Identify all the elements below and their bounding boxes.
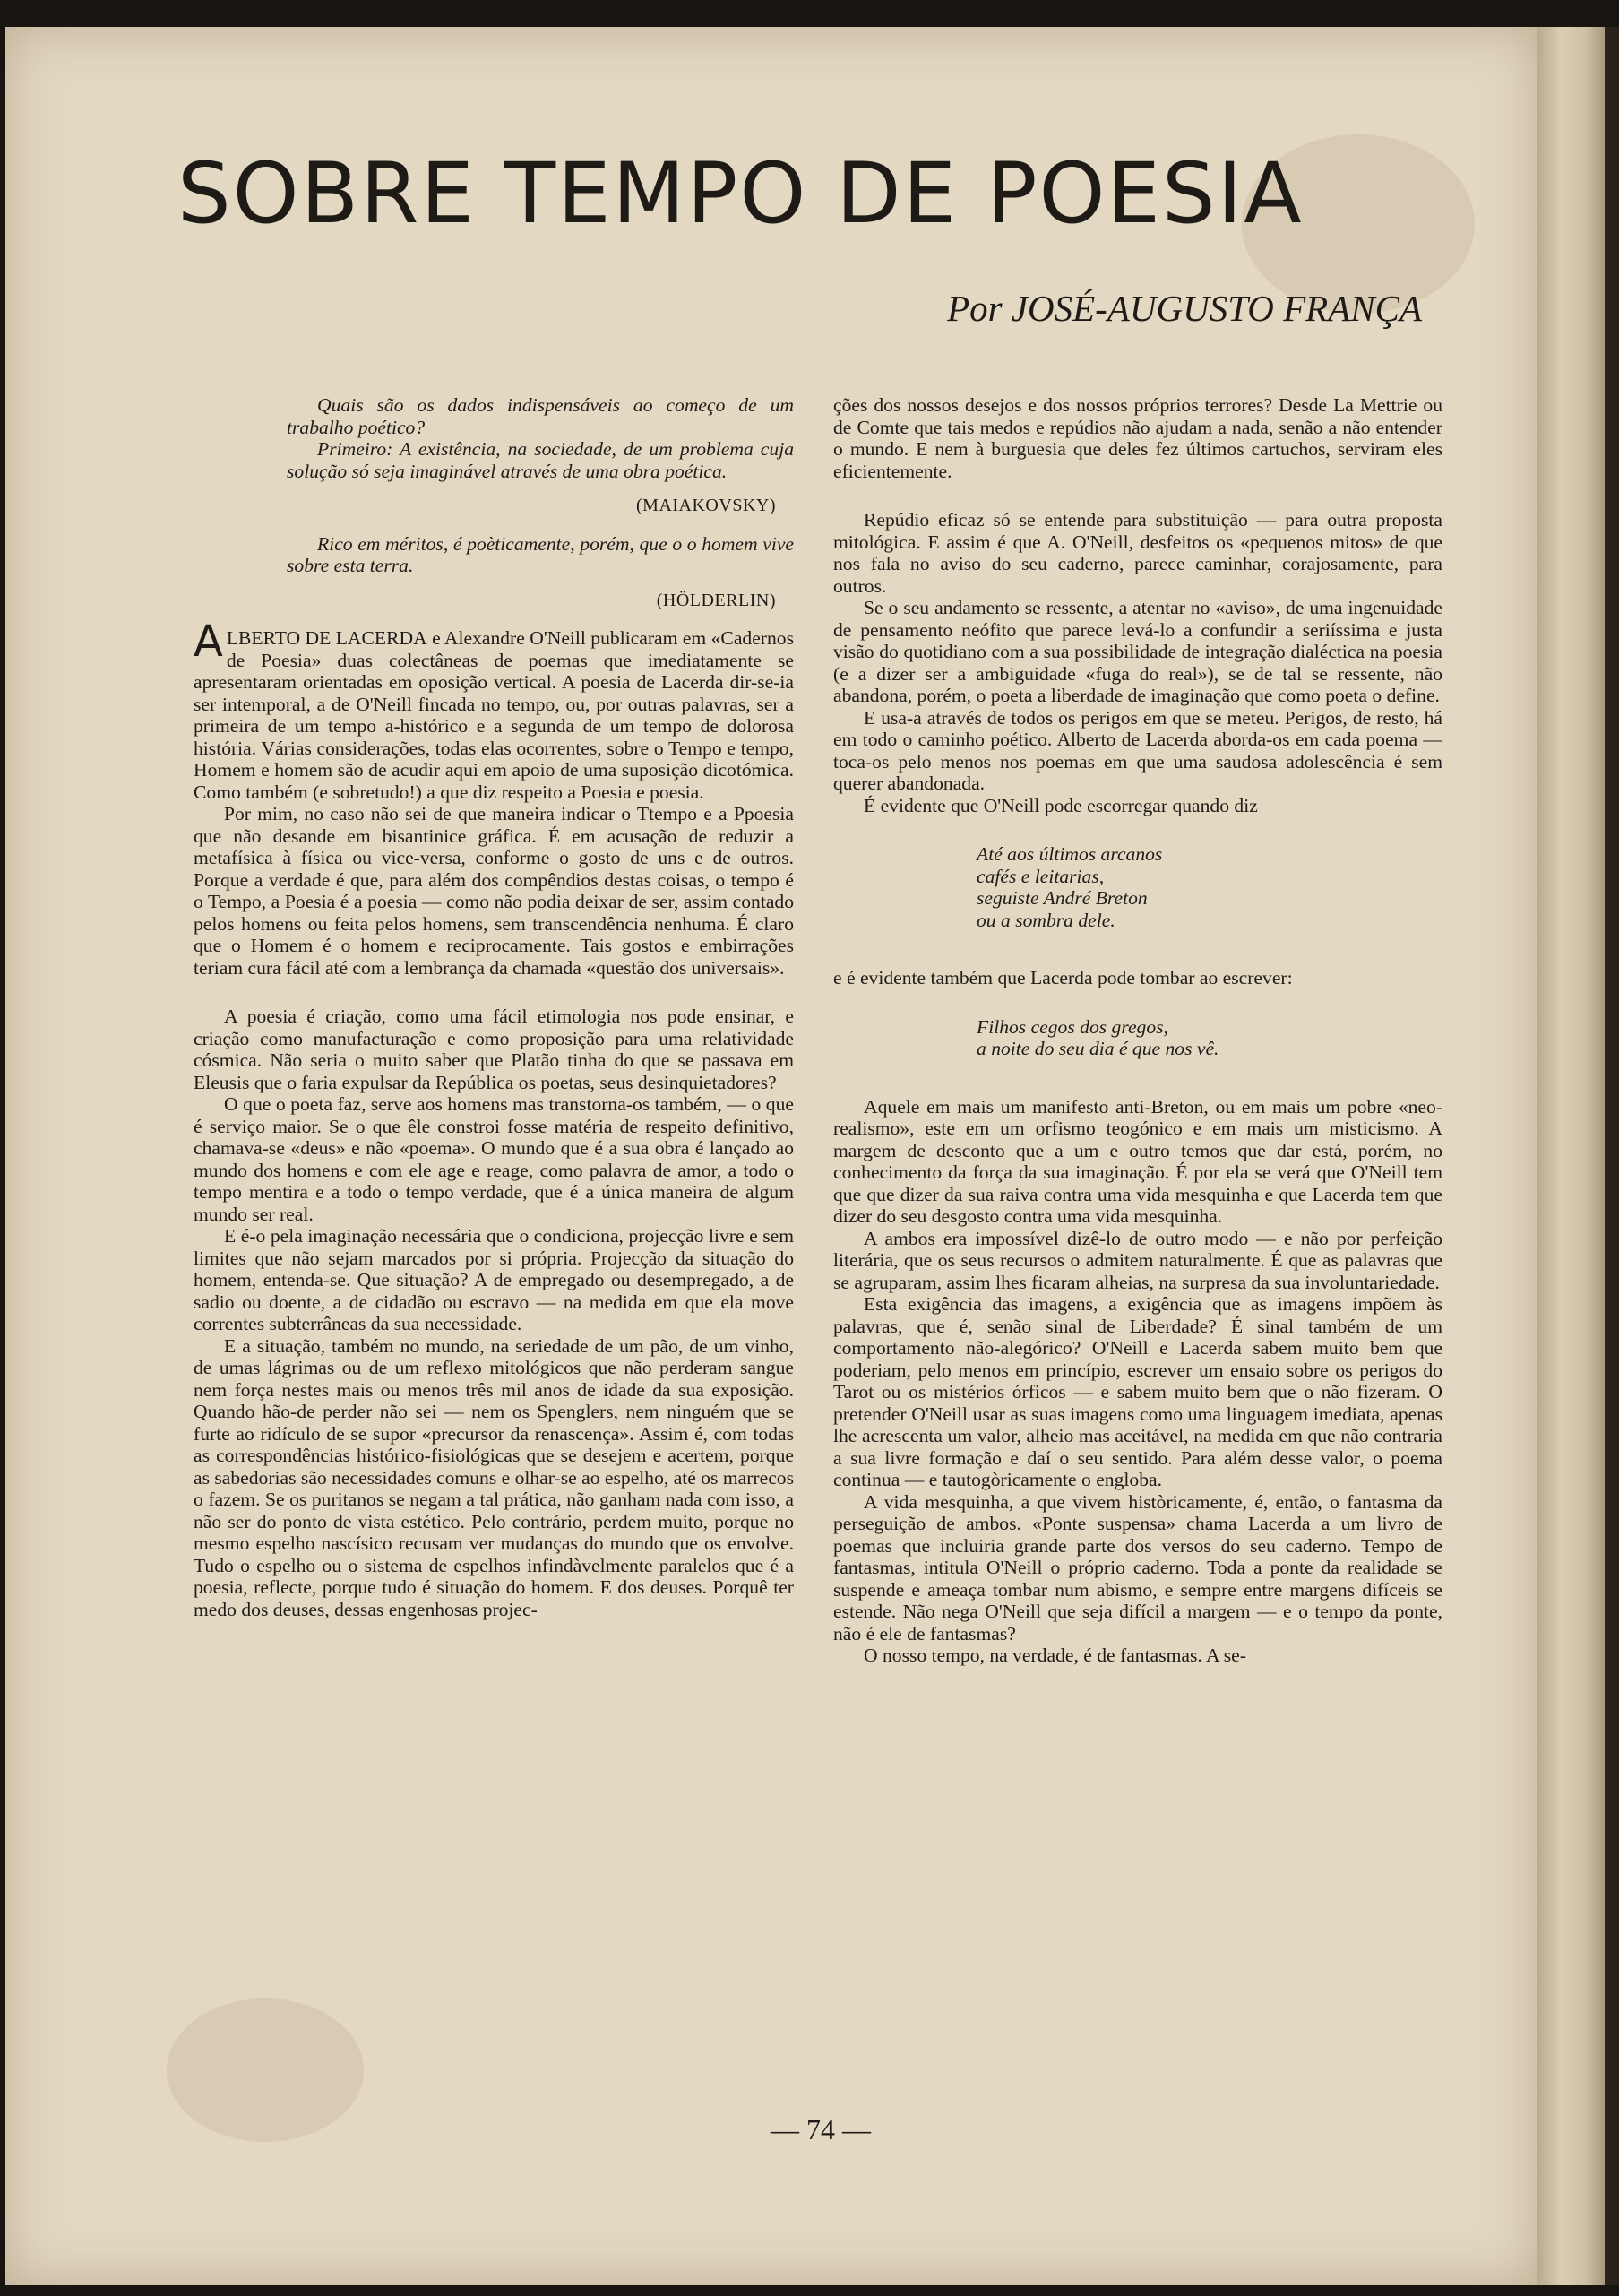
article-title: SOBRE TEMPO DE POESIA	[177, 145, 1304, 243]
epigraph-holderlin	[194, 533, 794, 577]
verse-line: ou a sombra dele.	[977, 909, 1115, 931]
opening-paragraph	[194, 617, 794, 803]
paragraph: E é-o pela imaginação necessária que o condiciona, projecção livre e sem limites que não sejam marcados por si própria. Projecção da situação do homem, entenda-se. Que situação? A de empregado ou desempregado, a de sadio ou doente, a de cidadão ou escravo — na medida em que ela move correntes subterrâneas da sua necessidade.	[194, 1225, 794, 1334]
paragraph: A vida mesquinha, a que vivem històricamente, é, então, o fantasma da perseguição de ambos. «Ponte suspensa» chama Lacerda a um livro de poemas que incluiria grande parte dos versos do seu caderno. Tempo de fantasmas, intitula O'Neill o próprio caderno. Toda a ponte da realidade se suspende e ameaça tombar num abismo, e sempre entre margens difíceis se estende. Não nega O'Neill que seja difícil a margem — e o tempo da ponte, não é ele de fantasmas?	[833, 1490, 1442, 1644]
paragraph: Esta exigência das imagens, a exigência que as imagens impõem às palavras, que é, senão sinal de Liberdade? É sinal também de um comportamento não-alegórico? O'Neill e Lacerda sabem muito bem que poderiam, pelo menos em princípio, escrever um ensaio sobre os perigos do Tarot ou os mistérios órficos — e sabem muito bem que o não fizeram. O pretender O'Neill usar as suas imagens como uma linguagem imediata, apenas lhe acrescenta um valor, alheio mas aceitável, na medida em que não contraria a sua livre formação e daí o seu sentido. Para além desse valor, o poema continua — e tautogòricamente o engloba.	[833, 1293, 1442, 1490]
epigraph-line: Quais são os dados indispensáveis ao começo de um trabalho poético?	[287, 394, 794, 438]
article-byline: Por JOSÉ-AUGUSTO FRANÇA	[947, 288, 1422, 329]
paragraph: E a situação, também no mundo, na seriedade de um pão, de um vinho, de umas lágrimas ou de um reflexo mitológicos que não perderam sangue nem força nestes mais ou menos três mil anos de idade da sua exposição. Quando hão-de perder não sei — nem os Spenglers, nem ninguém que se furte ao ridículo de se supor «precursor da renascença». Assim é, com todas as correspondências histórico-fisiológicas que se desejem e acertem, porque as sabedorias são necessidades comuns e olhar-se ao espelho, até os marrecos o fazem. Se os puritanos se negam a tal prática, não ganham nada com isso, a não ser do ponto de vista estético. Pelo contrário, perdem muito, porque no mesmo espelho nascísico recusam ver mudanças do mundo que os envolve. Tudo o espelho ou o sistema de espelhos infindàvelmente paralelos que é a poesia, reflecte, porque tudo é situação do homem. E dos deuses. Porquê ter medo dos deuses, dessas engenhosas projec-	[194, 1334, 794, 1620]
verse-line: Até aos últimos arcanos	[977, 843, 1163, 865]
paragraph: A ambos era impossível dizê-lo de outro modo — e não por perfeição literária, que os seus recursos o admitem naturalmente. É que as palavras que se agruparam, assim lhes ficaram alheias, na surpresa da sua involuntariedade.	[833, 1227, 1442, 1293]
left-column	[194, 394, 794, 1620]
epigraph-attribution: (HÖLDERLIN)	[656, 590, 776, 610]
paragraph: Se o seu andamento se ressente, a atentar no «aviso», de uma ingenuidade de pensamento neófito que parece levá-lo a confundir a seriíssima e justa visão do quotidiano com a sua possibilidade de integração dialéctica na poesia (e a dizer ser a ambiguidade «fuga do real»), se de tal se ressente, não abandona, porém, o poeta a liberdade de imaginação que como poeta o define.	[833, 597, 1442, 706]
magazine-spine	[1537, 27, 1605, 2285]
paragraph: E usa-a através de todos os perigos em que se meteu. Perigos, de resto, há em todo o caminho poético. Alberto de Lacerda aborda-os em cada poema — toca-os pelo menos nos poemas em que uma saudosa adolescência é sem querer abandonada.	[833, 706, 1442, 794]
epigraph-maiakovsky	[194, 394, 794, 482]
drop-cap: A	[194, 617, 223, 667]
paragraph: O nosso tempo, na verdade, é de fantasmas. A se-	[864, 1644, 1246, 1666]
epigraph-line: Rico em méritos, é poèticamente, porém, que o o homem vive sobre esta terra.	[287, 532, 794, 576]
paragraph: Por mim, no caso não sei de que maneira indicar o Ttempo e a Ppoesia que não desande em bisantinice gráfica. É em acusação de reduzir a metafísica à física ou vice-versa, conforme o gosto de uns e de outros. Porque a verdade é que, para além dos compêndios destas coisas, o tempo é o Tempo, a Poesia é a poesia — como não podia deixar de ser, assim contado pelos homens ou feita pelos homens, sem transcendência nenhuma. É claro que o Homem é o homem e reciprocamente. Tais gostos e embirrações teriam cura fácil até com a lembrança da chamada «questão dos universais».	[194, 803, 794, 979]
paper-stain	[167, 1998, 364, 2142]
opening-text: e Alexandre O'Neill publicaram em «Cadernos de Poesia» duas colectâneas de poemas que imediatamente se apresentaram orientadas em oposição vertical. A poesia de Lacerda dir-se-ia ser intemporal, a de O'Neill fincada no tempo, ou, por outras palavras, ser a primeira de um tempo a-histórico e a segunda de um tempo de dolorosa história. Várias considerações, todas elas ocorrentes, sobre o Tempo e tempo, Homem e homem são de acudir aqui em apoio de uma suposição dicotómica. Como também (e sobretudo!) a que diz respeito a Poesia e poesia.	[194, 627, 794, 803]
right-column	[833, 394, 1442, 1667]
verse-line: Filhos cegos dos gregos,	[977, 1015, 1168, 1038]
paragraph: O que o poeta faz, serve aos homens mas transtorna-os também, — o que é serviço maior. Se o que êle constroi fosse matéria de respeito definitivo, chamava-se «deus» e não «poema». O mundo que é a sua obra é lançado ao mundo dos homens e com ele age e reage, como palavra de amor, a todo o tempo mentira e a todo o tempo verdade, que é a única maneira de algum mundo ser real.	[194, 1093, 794, 1225]
quoted-verse-lacerda	[833, 1016, 1442, 1060]
epigraph-attribution: (MAIAKOVSKY)	[636, 496, 776, 515]
page-number: — 74 —	[771, 2113, 871, 2145]
paragraph: ções dos nossos desejos e dos nossos próprios terrores? Desde La Mettrie ou de Comte que tais medos e repúdios não ajudam a nada, senão a não entender o mundo. E nem à burguesia que deles fez últimos cartuchos, serviram eles eficientemente.	[833, 394, 1442, 482]
verse-line: a noite do seu dia é que nos vê.	[977, 1038, 1219, 1059]
paragraph: É evidente que O'Neill pode escorregar quando diz	[864, 794, 1258, 816]
epigraph-line: Primeiro: A existência, na sociedade, de um problema cuja solução só seja imaginável através de uma obra poética.	[287, 438, 794, 482]
paragraph: A poesia é criação, como uma fácil etimologia nos pode ensinar, e criação como manufacturação e como proposição para uma relatividade cósmica. Não seria o muito saber que Platão tinha do que se passava em Eleusis que o faria expulsar da República os poetas, seus desinquietadores?	[194, 1006, 794, 1093]
quoted-verse-oneill	[833, 843, 1442, 931]
paragraph: Repúdio eficaz só se entende para substituição — para outra proposta mitológica. E assim é que A. O'Neill, desfeitos os «pequenos mitos» de que nos fala no aviso do seu caderno, parece caminhar, corajosamente, para outros.	[833, 509, 1442, 597]
verse-line: seguiste André Breton	[977, 887, 1148, 909]
page-edge-shadow	[1605, 27, 1619, 2285]
opening-words: LBERTO DE LACERDA	[226, 627, 427, 649]
verse-line: cafés e leitarias,	[977, 865, 1105, 887]
paragraph: e é evidente também que Lacerda pode tombar ao escrever:	[833, 967, 1293, 988]
paragraph: Aquele em mais um manifesto anti-Breton, ou em mais um pobre «neo-realismo», este em um orfismo teogónico e em mais um misticismo. A margem de desconto que a um e outro temos que dar está, porém, no conhecimento da força da sua imaginação. É por ela se verá que O'Neill tem que que dizer da sua raiva contra uma vida mesquinha e que Lacerda tem que dizer do seu desgosto contra uma vida mesquinha.	[833, 1095, 1442, 1227]
